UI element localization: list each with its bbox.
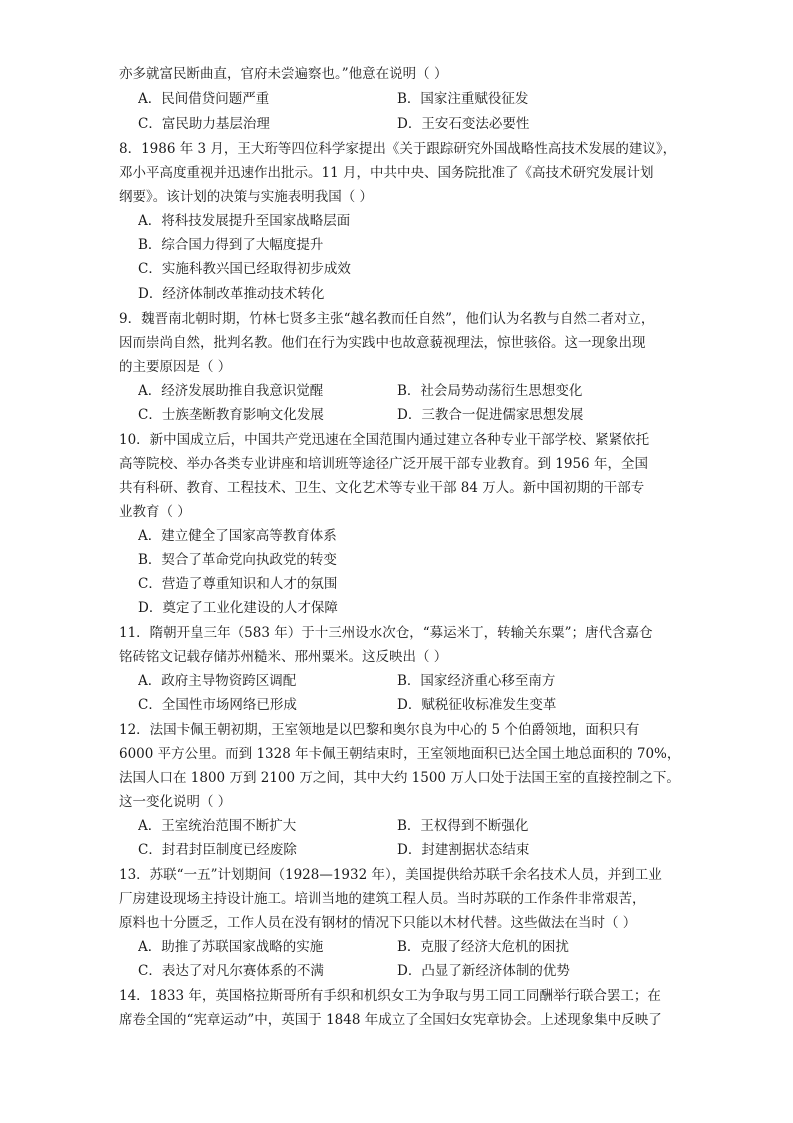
q9-option-d[interactable]: D．三教合一促进儒家思想发展 — [397, 407, 584, 423]
q13-stem-line: 厂房建设现场主持设计施工。培训当地的建筑工程人员。当时苏联的工作条件非常艰苦， — [119, 891, 646, 907]
q9-option-a[interactable]: A．经济发展助推自我意识觉醒 — [138, 383, 324, 399]
q7-option-b[interactable]: B．国家注重赋役征发 — [397, 91, 529, 107]
q14-stem-line: 席卷全国的“宪章运动”中，英国于 1848 年成立了全国妇女宪章协会。上述现象集中反映了 — [119, 1012, 662, 1028]
q8-stem-line: 邓小平高度重视并迅速作出批示。11 月，中共中央、国务院批准了《高技术研究发展计划 — [119, 165, 654, 181]
q7-option-a[interactable]: A．民间借贷问题严重 — [138, 91, 270, 107]
q8-stem-line: 8．1986 年 3 月，王大珩等四位科学家提出《关于跟踪研究外国战略性高技术发展的建议》， — [119, 141, 677, 157]
q12-option-c[interactable]: C．封君封臣制度已经废除 — [138, 842, 297, 858]
q8-option-a[interactable]: A．将科技发展提升至国家战略层面 — [138, 213, 351, 229]
q8-option-d[interactable]: D．经济体制改革推动技术转化 — [138, 286, 325, 302]
q7-option-c[interactable]: C．富民助力基层治理 — [138, 116, 270, 132]
q10-stem-line: 高等院校、举办各类专业讲座和培训班等途径广泛开展干部专业教育。到 1956 年，全国 — [119, 456, 648, 472]
q13-option-b[interactable]: B．克服了经济大危机的困扰 — [397, 939, 569, 955]
q10-stem-line: 共有科研、教育、工程技术、卫生、文化艺术等专业干部 84 万人。新中国初期的干部专 — [119, 480, 645, 496]
q9-option-b[interactable]: B．社会局势动荡衍生思想变化 — [397, 383, 583, 399]
q11-option-d[interactable]: D．赋税征收标准发生变革 — [397, 697, 557, 713]
q9-stem-line: 因而崇尚自然，批判名教。他们在行为实践中也故意藐视理法，惊世骇俗。这一现象出现 — [119, 335, 646, 351]
q11-option-a[interactable]: A．政府主导物资跨区调配 — [138, 673, 297, 689]
q9-stem-line: 的主要原因是（ ） — [119, 359, 232, 375]
q7-option-d[interactable]: D．王安石变法必要性 — [397, 116, 530, 132]
q10-option-b[interactable]: B．契合了革命党向执政党的转变 — [138, 552, 337, 568]
q10-option-d[interactable]: D．奠定了工业化建设的人才保障 — [138, 600, 338, 616]
q13-option-c[interactable]: C．表达了对凡尔赛体系的不满 — [138, 963, 324, 979]
q10-stem-line: 业教育（ ） — [119, 504, 191, 520]
q11-stem-line: 11．隋朝开皇三年（583 年）于十三州设水次仓，“募运米丁，转输关东粟”；唐代含嘉仓 — [119, 625, 653, 641]
q12-stem-line: 这一变化说明（ ） — [119, 794, 232, 810]
q8-stem-line: 纲要》。该计划的决策与实施表明我国（ ） — [119, 189, 374, 205]
q12-option-d[interactable]: D．封建割据状态结束 — [397, 842, 530, 858]
q11-option-b[interactable]: B．国家经济重心移至南方 — [397, 673, 556, 689]
q13-stem-line: 13．苏联“一五”计划期间（1928—1932 年），美国提供给苏联千余名技术人员，并到工业 — [119, 867, 662, 883]
q12-stem-line: 6000 平方公里。而到 1328 年卡佩王朝结束时，王室领地面积已达全国土地总面积的 70%， — [119, 746, 681, 762]
q11-stem-line: 铭砖铭文记载存储苏州糙米、邢州粟米。这反映出（ ） — [119, 649, 448, 665]
q9-option-c[interactable]: C．士族垄断教育影响文化发展 — [138, 407, 324, 423]
q11-option-c[interactable]: C．全国性市场网络已形成 — [138, 697, 297, 713]
q10-option-c[interactable]: C．营造了尊重知识和人才的氛围 — [138, 576, 338, 592]
q10-option-a[interactable]: A．建立健全了国家高等教育体系 — [138, 528, 337, 544]
q8-option-b[interactable]: B．综合国力得到了大幅度提升 — [138, 237, 324, 253]
q12-option-b[interactable]: B．王权得到不断强化 — [397, 818, 529, 834]
q7-stem-tail: 亦多就富民断曲直，官府未尝遍察也。”他意在说明（ ） — [119, 66, 448, 82]
q9-stem-line: 9．魏晋南北朝时期，竹林七贤多主张“越名教而任自然”，他们认为名教与自然二者对立， — [119, 311, 655, 327]
q10-stem-line: 10．新中国成立后，中国共产党迅速在全国范围内通过建立各种专业干部学校、紧紧依托 — [119, 432, 650, 448]
q8-option-c[interactable]: C．实施科教兴国已经取得初步成效 — [138, 261, 351, 277]
q12-option-a[interactable]: A．王室统治范围不断扩大 — [138, 818, 297, 834]
q12-stem-line: 12．法国卡佩王朝初期，王室领地是以巴黎和奥尔良为中心的 5 个伯爵领地，面积只有 — [119, 722, 640, 738]
q13-option-a[interactable]: A．助推了苏联国家战略的实施 — [138, 939, 324, 955]
q13-option-d[interactable]: D．凸显了新经济体制的优势 — [397, 963, 570, 979]
q12-stem-line: 法国人口在 1800 万到 2100 万之间，其中大约 1500 万人口处于法国王室的直接控制之下。 — [119, 770, 680, 786]
q13-stem-line: 原料也十分匮乏，工作人员在没有钢材的情况下只能以木材代替。这些做法在当时（ ） — [119, 915, 637, 931]
q14-stem-line: 14．1833 年，英国格拉斯哥所有手织和机织女工为争取与男工同工同酬举行联合罢工；在 — [119, 988, 661, 1004]
